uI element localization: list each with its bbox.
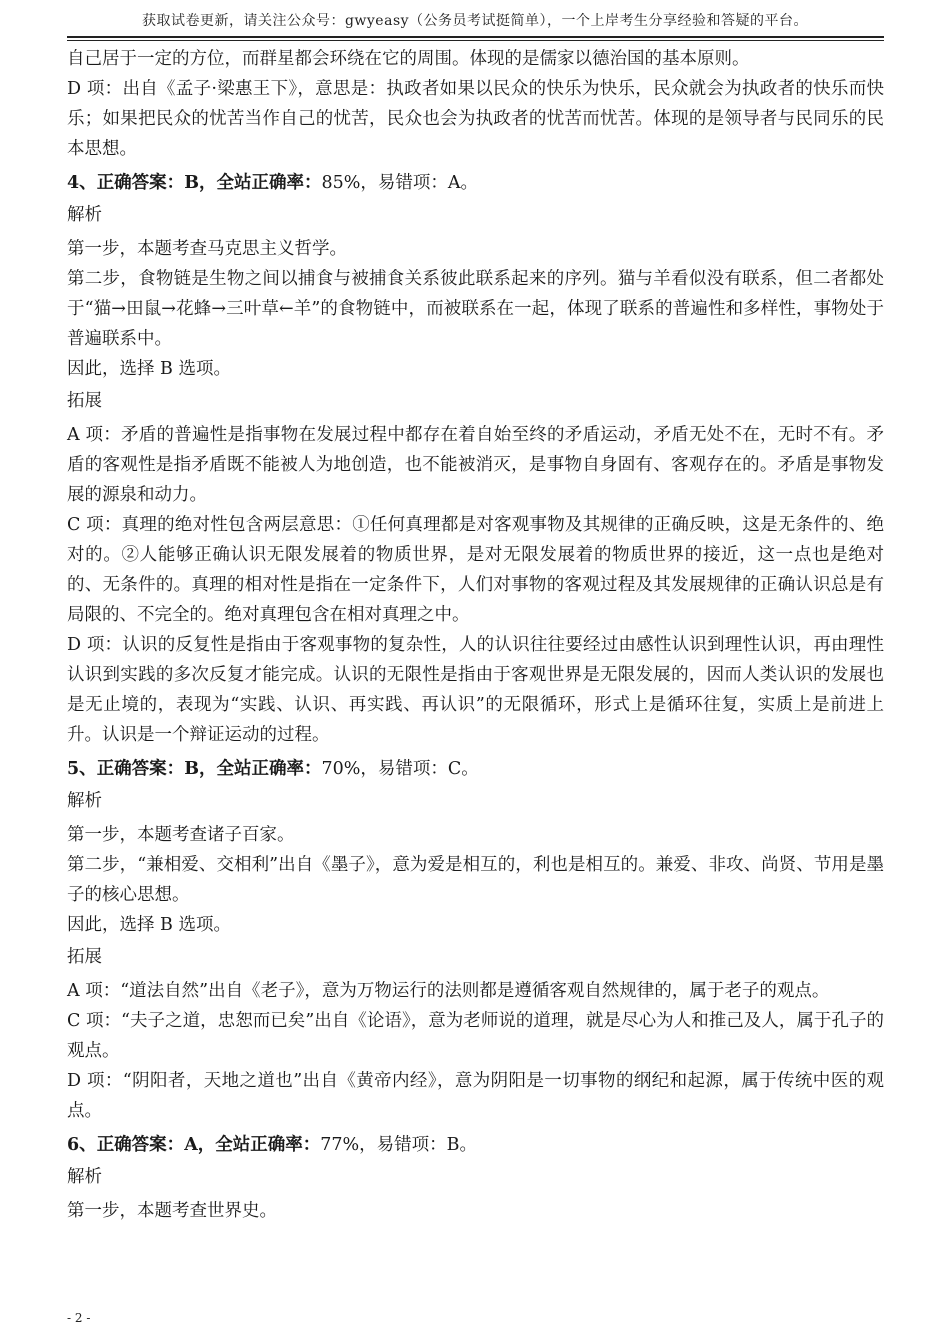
q6-analysis-label: 解析 bbox=[67, 1167, 102, 1187]
q5-option-a: A 项：“道法自然”出自《老子》，意为万物运行的法则都是遵循客观自然规律的，属于老子的观点。 bbox=[67, 981, 830, 1001]
q4-extension-label: 拓展 bbox=[67, 391, 102, 411]
q6-answer-label: 正确答案： bbox=[96, 1135, 185, 1155]
q5-answer-line bbox=[67, 754, 884, 784]
header-divider-thin bbox=[67, 40, 884, 41]
q6-rate: 77%，易错项：B。 bbox=[320, 1135, 478, 1155]
q4-answer: B， bbox=[184, 173, 217, 193]
q6-number: 6、 bbox=[67, 1135, 97, 1155]
q4-answer-line bbox=[67, 168, 884, 198]
q5-option-c: C 项：“夫子之道，忠恕而已矣”出自《论语》，意为老师说的道理，就是尽心为人和推己及人，属于孔子的观点。 bbox=[67, 1011, 884, 1061]
q4-analysis-label: 解析 bbox=[67, 205, 102, 225]
q5-analysis-label: 解析 bbox=[67, 791, 102, 811]
intro-line: 自己居于一定的方位，而群星都会环绕在它的周围。体现的是儒家以德治国的基本原则。 bbox=[67, 49, 750, 69]
q4-option-a: A 项：矛盾的普遍性是指事物在发展过程中都存在着自始至终的矛盾运动，矛盾无处不在，无时不有。矛盾的客观性是指矛盾既不能被人为地创造，也不能被消灭，是事物自身固有、客观存在的。矛盾是事物发展的源泉和动力。 bbox=[67, 425, 884, 505]
q4-option-c: C 项：真理的绝对性包含两层意思：①任何真理都是对客观事物及其规律的正确反映，这是无条件的、绝对的。②人能够正确认识无限发展着的物质世界，是对无限发展着的物质世界的接近，这一点也是绝对的、无条件的。真理的相对性是指在一定条件下，人们对事物的客观过程及其发展规律的正确认识总是有局限的、不完全的。绝对真理包含在相对真理之中。 bbox=[67, 515, 884, 625]
q6-step1: 第一步，本题考查世界史。 bbox=[67, 1201, 277, 1221]
page-header: 获取试卷更新，请关注公众号：gwyeasy（公务员考试挺简单），一个上岸考生分享经验和答疑的平台。 bbox=[141, 13, 809, 29]
q4-step1: 第一步，本题考查马克思主义哲学。 bbox=[67, 239, 347, 259]
q5-answer: B， bbox=[184, 759, 217, 779]
q5-extension-label: 拓展 bbox=[67, 947, 102, 967]
q5-conclusion: 因此，选择 B 选项。 bbox=[67, 915, 231, 935]
q5-answer-label: 正确答案： bbox=[96, 759, 185, 779]
q4-step2: 第二步，食物链是生物之间以捕食与被捕食关系彼此联系起来的序列。猫与羊看似没有联系，但二者都处于“猫→田鼠→花蜂→三叶草←羊”的食物链中，而被联系在一起，体现了联系的普遍性和多样性，事物处于普遍联系中。 bbox=[67, 269, 884, 349]
q5-step1: 第一步，本题考查诸子百家。 bbox=[67, 825, 295, 845]
q4-conclusion: 因此，选择 B 选项。 bbox=[67, 359, 231, 379]
document-body bbox=[67, 44, 884, 1226]
q5-option-d: D 项：“阴阳者，天地之道也”出自《黄帝内经》，意为阴阳是一切事物的纲纪和起源，属于传统中医的观点。 bbox=[67, 1071, 884, 1121]
q4-rate-label: 全站正确率： bbox=[216, 173, 322, 193]
q5-rate: 70%，易错项：C。 bbox=[321, 759, 479, 779]
q5-number: 5、 bbox=[67, 759, 97, 779]
header-divider bbox=[67, 36, 884, 38]
q5-step2: 第二步，“兼相爱、交相利”出自《墨子》，意为爱是相互的，利也是相互的。兼爱、非攻、尚贤、节用是墨子的核心思想。 bbox=[67, 855, 884, 905]
q4-answer-label: 正确答案： bbox=[96, 173, 185, 193]
page-number: - 2 - bbox=[67, 1311, 91, 1325]
q6-answer: A， bbox=[184, 1135, 216, 1155]
q4-rate: 85%，易错项：A。 bbox=[321, 173, 479, 193]
intro-option-d: D 项：出自《孟子·梁惠王下》，意思是：执政者如果以民众的快乐为快乐，民众就会为执政者的快乐而快乐；如果把民众的忧苦当作自己的忧苦，民众也会为执政者的忧苦而忧苦。体现的是领导者与民同乐的民本思想。 bbox=[67, 79, 884, 159]
q4-option-d: D 项：认识的反复性是指由于客观事物的复杂性，人的认识往往要经过由感性认识到理性认识，再由理性认识到实践的多次反复才能完成。认识的无限性是指由于客观世界是无限发展的，因而人类认识的发展也是无止境的，表现为“实践、认识、再实践、再认识”的无限循环，形式上是循环往复，实质上是前进上升。认识是一个辩证运动的过程。 bbox=[67, 635, 884, 745]
q6-rate-label: 全站正确率： bbox=[215, 1135, 321, 1155]
q6-answer-line bbox=[67, 1130, 884, 1160]
q4-number: 4、 bbox=[67, 173, 97, 193]
q5-rate-label: 全站正确率： bbox=[216, 759, 322, 779]
